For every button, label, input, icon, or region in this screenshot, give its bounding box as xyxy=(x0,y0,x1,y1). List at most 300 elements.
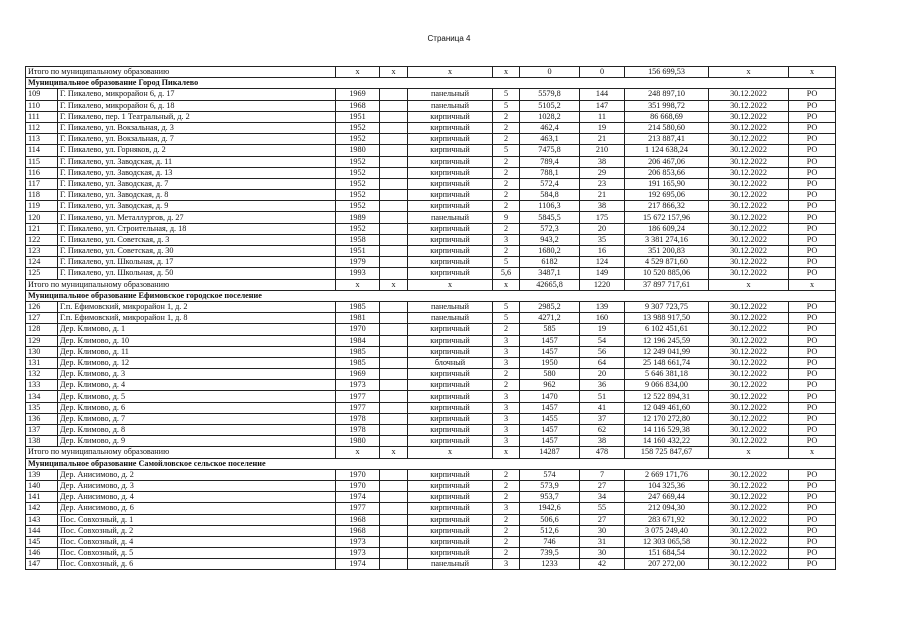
cell-area: 584,8 xyxy=(520,190,580,201)
cell-year: 1985 xyxy=(336,301,380,312)
table-row xyxy=(26,514,836,525)
cell-address: Г.п. Ефимовский, микрорайон 1, д. 8 xyxy=(58,313,336,324)
cell-date: 30.12.2022 xyxy=(709,122,789,133)
cell-number: 136 xyxy=(26,413,58,424)
cell-material: кирпичный xyxy=(408,223,493,234)
cell-address: Дер. Анисимово, д. 6 xyxy=(58,503,336,514)
cell-year: 1951 xyxy=(336,111,380,122)
cell-date: 30.12.2022 xyxy=(709,167,789,178)
cell-residents: 31 xyxy=(580,536,625,547)
cell-number: 128 xyxy=(26,324,58,335)
table-row xyxy=(26,201,836,212)
cell-year: 1980 xyxy=(336,145,380,156)
cell-material: кирпичный xyxy=(408,257,493,268)
cell-floors: 5 xyxy=(493,145,520,156)
cell-method: РО xyxy=(789,335,836,346)
cell-floors: 2 xyxy=(493,178,520,189)
cell-residents: 30 xyxy=(580,548,625,559)
cell-cost: 12 049 461,60 xyxy=(625,402,709,413)
cell-number: 131 xyxy=(26,357,58,368)
cell-residents: 1220 xyxy=(580,279,625,290)
cell-material: кирпичный xyxy=(408,492,493,503)
cell-material: кирпичный xyxy=(408,134,493,145)
cell-date: 30.12.2022 xyxy=(709,145,789,156)
cell-material: кирпичный xyxy=(408,178,493,189)
cell-address: Г. Пикалево, ул. Школьная, д. 50 xyxy=(58,268,336,279)
cell-date: 30.12.2022 xyxy=(709,156,789,167)
cell-year: 1980 xyxy=(336,436,380,447)
cell-residents: 160 xyxy=(580,313,625,324)
cell-address: Г. Пикалево, ул. Заводская, д. 8 xyxy=(58,190,336,201)
cell-material: панельный xyxy=(408,100,493,111)
cell-col4 xyxy=(380,223,408,234)
cell-method: РО xyxy=(789,548,836,559)
cell-year: 1952 xyxy=(336,134,380,145)
cell-col4: x xyxy=(380,447,408,458)
cell-year: 1969 xyxy=(336,89,380,100)
cell-col4 xyxy=(380,111,408,122)
cell-number: 140 xyxy=(26,480,58,491)
cell-year: 1952 xyxy=(336,167,380,178)
cell-method: РО xyxy=(789,246,836,257)
cell-cost: 151 684,54 xyxy=(625,548,709,559)
cell-address: Г. Пикалево, микрорайон 6, д. 18 xyxy=(58,100,336,111)
cell-floors: 2 xyxy=(493,380,520,391)
cell-residents: 7 xyxy=(580,469,625,480)
cell-col4 xyxy=(380,480,408,491)
cell-number: 133 xyxy=(26,380,58,391)
table-row xyxy=(26,469,836,480)
cell-area: 746 xyxy=(520,536,580,547)
cell-material: кирпичный xyxy=(408,380,493,391)
cell-material: кирпичный xyxy=(408,425,493,436)
cell-method: x xyxy=(789,67,836,78)
cell-cost: 156 699,53 xyxy=(625,67,709,78)
table-row xyxy=(26,480,836,491)
cell-area: 506,6 xyxy=(520,514,580,525)
cell-address: Г. Пикалево, ул. Заводская, д. 9 xyxy=(58,201,336,212)
cell-number: 146 xyxy=(26,548,58,559)
cell-floors: 2 xyxy=(493,525,520,536)
cell-col4 xyxy=(380,100,408,111)
cell-floors: 2 xyxy=(493,156,520,167)
cell-residents: 55 xyxy=(580,503,625,514)
cell-material: кирпичный xyxy=(408,480,493,491)
cell-date: 30.12.2022 xyxy=(709,480,789,491)
cell-method: РО xyxy=(789,178,836,189)
cell-number: 125 xyxy=(26,268,58,279)
cell-residents: 124 xyxy=(580,257,625,268)
table-row xyxy=(26,212,836,223)
cell-area: 1457 xyxy=(520,402,580,413)
cell-cost: 206 853,66 xyxy=(625,167,709,178)
cell-address: Пос. Совхозный, д. 2 xyxy=(58,525,336,536)
cell-floors: 3 xyxy=(493,436,520,447)
cell-year: 1985 xyxy=(336,357,380,368)
cell-number: 141 xyxy=(26,492,58,503)
cell-col4 xyxy=(380,167,408,178)
cell-col4 xyxy=(380,201,408,212)
cell-cost: 207 272,00 xyxy=(625,559,709,570)
cell-floors: 5 xyxy=(493,301,520,312)
cell-residents: 38 xyxy=(580,436,625,447)
cell-residents: 210 xyxy=(580,145,625,156)
cell-floors: 5 xyxy=(493,257,520,268)
cell-floors: x xyxy=(493,447,520,458)
cell-residents: 37 xyxy=(580,413,625,424)
cell-residents: 175 xyxy=(580,212,625,223)
cell-method: РО xyxy=(789,212,836,223)
subtotal-label: Итого по муниципальному образованию xyxy=(26,67,336,78)
cell-area: 580 xyxy=(520,369,580,380)
cell-method: РО xyxy=(789,156,836,167)
cell-floors: 2 xyxy=(493,190,520,201)
cell-area: 574 xyxy=(520,469,580,480)
cell-method: РО xyxy=(789,402,836,413)
table-row xyxy=(26,525,836,536)
cell-year: 1974 xyxy=(336,492,380,503)
cell-date: 30.12.2022 xyxy=(709,234,789,245)
section-header-row xyxy=(26,78,836,89)
cell-col4 xyxy=(380,301,408,312)
cell-col4: x xyxy=(380,279,408,290)
cell-cost: 191 165,90 xyxy=(625,178,709,189)
cell-col4 xyxy=(380,178,408,189)
cell-cost: 283 671,92 xyxy=(625,514,709,525)
cell-area: 788,1 xyxy=(520,167,580,178)
cell-floors: 2 xyxy=(493,369,520,380)
cell-address: Г. Пикалево, микрорайон 6, д. 17 xyxy=(58,89,336,100)
cell-area: 1457 xyxy=(520,436,580,447)
cell-address: Дер. Климово, д. 8 xyxy=(58,425,336,436)
cell-date: 30.12.2022 xyxy=(709,324,789,335)
cell-year: 1977 xyxy=(336,402,380,413)
cell-cost: 213 887,41 xyxy=(625,134,709,145)
cell-col4 xyxy=(380,268,408,279)
table-row xyxy=(26,324,836,335)
cell-area: 572,4 xyxy=(520,178,580,189)
cell-residents: 29 xyxy=(580,167,625,178)
cell-area: 512,6 xyxy=(520,525,580,536)
cell-number: 143 xyxy=(26,514,58,525)
cell-area: 573,9 xyxy=(520,480,580,491)
table-row xyxy=(26,178,836,189)
cell-floors: x xyxy=(493,279,520,290)
cell-cost: 212 094,30 xyxy=(625,503,709,514)
cell-date: 30.12.2022 xyxy=(709,301,789,312)
table-row xyxy=(26,425,836,436)
cell-year: 1993 xyxy=(336,268,380,279)
housing-registry-table xyxy=(25,66,836,570)
cell-year: 1968 xyxy=(336,525,380,536)
cell-year: 1973 xyxy=(336,548,380,559)
cell-area: 585 xyxy=(520,324,580,335)
cell-method: x xyxy=(789,279,836,290)
cell-floors: 3 xyxy=(493,335,520,346)
table-row xyxy=(26,380,836,391)
cell-area: 1950 xyxy=(520,357,580,368)
cell-floors: 2 xyxy=(493,548,520,559)
cell-area: 5579,8 xyxy=(520,89,580,100)
cell-date: x xyxy=(709,67,789,78)
cell-area: 739,5 xyxy=(520,548,580,559)
cell-number: 110 xyxy=(26,100,58,111)
cell-date: 30.12.2022 xyxy=(709,313,789,324)
cell-date: 30.12.2022 xyxy=(709,346,789,357)
cell-date: 30.12.2022 xyxy=(709,503,789,514)
cell-material: кирпичный xyxy=(408,335,493,346)
cell-col4 xyxy=(380,548,408,559)
cell-area: 14287 xyxy=(520,447,580,458)
table-row xyxy=(26,257,836,268)
cell-method: РО xyxy=(789,145,836,156)
cell-number: 111 xyxy=(26,111,58,122)
cell-col4 xyxy=(380,369,408,380)
cell-cost: 6 102 451,61 xyxy=(625,324,709,335)
cell-floors: 2 xyxy=(493,201,520,212)
cell-method: РО xyxy=(789,469,836,480)
cell-residents: 21 xyxy=(580,190,625,201)
cell-address: Г. Пикалево, ул. Вокзальная, д. 3 xyxy=(58,122,336,133)
cell-method: РО xyxy=(789,425,836,436)
cell-number: 145 xyxy=(26,536,58,547)
cell-area: 1233 xyxy=(520,559,580,570)
cell-method: x xyxy=(789,447,836,458)
cell-address: Г. Пикалево, ул. Заводская, д. 11 xyxy=(58,156,336,167)
cell-cost: 14 116 529,38 xyxy=(625,425,709,436)
cell-residents: 42 xyxy=(580,559,625,570)
cell-residents: 64 xyxy=(580,357,625,368)
table-row xyxy=(26,89,836,100)
cell-residents: 56 xyxy=(580,346,625,357)
cell-date: 30.12.2022 xyxy=(709,436,789,447)
cell-area: 943,2 xyxy=(520,234,580,245)
cell-year: 1981 xyxy=(336,313,380,324)
cell-method: РО xyxy=(789,436,836,447)
cell-number: 127 xyxy=(26,313,58,324)
cell-address: Дер. Климово, д. 7 xyxy=(58,413,336,424)
cell-year: 1989 xyxy=(336,212,380,223)
cell-number: 135 xyxy=(26,402,58,413)
cell-residents: 54 xyxy=(580,335,625,346)
cell-residents: 20 xyxy=(580,369,625,380)
cell-area: 572,3 xyxy=(520,223,580,234)
cell-cost: 1 124 638,24 xyxy=(625,145,709,156)
cell-number: 138 xyxy=(26,436,58,447)
cell-area: 463,1 xyxy=(520,134,580,145)
cell-address: Г. Пикалево, пер. 1 Театральный, д. 2 xyxy=(58,111,336,122)
table-row xyxy=(26,145,836,156)
cell-address: Дер. Анисимово, д. 3 xyxy=(58,480,336,491)
cell-area: 2985,2 xyxy=(520,301,580,312)
cell-method: РО xyxy=(789,190,836,201)
subtotal-label: Итого по муниципальному образованию xyxy=(26,447,336,458)
cell-floors: 3 xyxy=(493,402,520,413)
cell-address: Дер. Климово, д. 10 xyxy=(58,335,336,346)
cell-cost: 12 196 245,59 xyxy=(625,335,709,346)
cell-col4 xyxy=(380,122,408,133)
cell-address: Г. Пикалево, ул. Советская, д. 3 xyxy=(58,234,336,245)
cell-material: x xyxy=(408,279,493,290)
cell-number: 115 xyxy=(26,156,58,167)
cell-material: x xyxy=(408,447,493,458)
cell-date: 30.12.2022 xyxy=(709,559,789,570)
cell-method: РО xyxy=(789,391,836,402)
cell-year: 1974 xyxy=(336,559,380,570)
cell-method: РО xyxy=(789,234,836,245)
cell-date: 30.12.2022 xyxy=(709,134,789,145)
cell-date: 30.12.2022 xyxy=(709,425,789,436)
section-header-row xyxy=(26,290,836,301)
subtotal-row xyxy=(26,447,836,458)
cell-col4 xyxy=(380,257,408,268)
cell-year: 1958 xyxy=(336,234,380,245)
cell-residents: 23 xyxy=(580,178,625,189)
cell-material: панельный xyxy=(408,301,493,312)
table-row xyxy=(26,167,836,178)
table-row xyxy=(26,156,836,167)
cell-material: кирпичный xyxy=(408,469,493,480)
cell-cost: 186 609,24 xyxy=(625,223,709,234)
cell-residents: 20 xyxy=(580,223,625,234)
cell-material: блочный xyxy=(408,357,493,368)
cell-col4 xyxy=(380,492,408,503)
cell-date: 30.12.2022 xyxy=(709,548,789,559)
cell-method: РО xyxy=(789,167,836,178)
table-row xyxy=(26,301,836,312)
cell-method: РО xyxy=(789,413,836,424)
cell-residents: 16 xyxy=(580,246,625,257)
section-title: Муниципальное образование Город Пикалево xyxy=(26,78,836,89)
cell-col4 xyxy=(380,134,408,145)
cell-address: Дер. Анисимово, д. 4 xyxy=(58,492,336,503)
cell-floors: 5,6 xyxy=(493,268,520,279)
cell-year: x xyxy=(336,279,380,290)
cell-area: 789,4 xyxy=(520,156,580,167)
cell-cost: 15 672 157,96 xyxy=(625,212,709,223)
cell-date: 30.12.2022 xyxy=(709,190,789,201)
cell-year: x xyxy=(336,447,380,458)
cell-area: 1106,3 xyxy=(520,201,580,212)
cell-col4 xyxy=(380,391,408,402)
cell-area: 1457 xyxy=(520,335,580,346)
cell-col4 xyxy=(380,313,408,324)
cell-date: 30.12.2022 xyxy=(709,413,789,424)
cell-area: 1457 xyxy=(520,425,580,436)
cell-number: 126 xyxy=(26,301,58,312)
cell-residents: 62 xyxy=(580,425,625,436)
cell-residents: 34 xyxy=(580,492,625,503)
cell-number: 119 xyxy=(26,201,58,212)
cell-col4 xyxy=(380,346,408,357)
cell-residents: 19 xyxy=(580,122,625,133)
cell-method: РО xyxy=(789,100,836,111)
cell-number: 142 xyxy=(26,503,58,514)
cell-floors: 5 xyxy=(493,89,520,100)
cell-method: РО xyxy=(789,313,836,324)
cell-date: x xyxy=(709,279,789,290)
cell-floors: 3 xyxy=(493,391,520,402)
cell-number: 139 xyxy=(26,469,58,480)
cell-floors: 3 xyxy=(493,559,520,570)
cell-floors: x xyxy=(493,67,520,78)
cell-floors: 2 xyxy=(493,480,520,491)
cell-area: 7475,8 xyxy=(520,145,580,156)
cell-year: 1952 xyxy=(336,156,380,167)
cell-address: Пос. Совхозный, д. 1 xyxy=(58,514,336,525)
cell-floors: 2 xyxy=(493,469,520,480)
cell-method: РО xyxy=(789,346,836,357)
cell-year: 1970 xyxy=(336,480,380,491)
cell-material: кирпичный xyxy=(408,145,493,156)
cell-year: 1951 xyxy=(336,246,380,257)
cell-address: Дер. Климово, д. 3 xyxy=(58,369,336,380)
cell-residents: 478 xyxy=(580,447,625,458)
table-row xyxy=(26,313,836,324)
cell-material: кирпичный xyxy=(408,525,493,536)
cell-cost: 351 998,72 xyxy=(625,100,709,111)
section-title: Муниципальное образование Ефимовское городское поселение xyxy=(26,290,836,301)
cell-address: Дер. Климово, д. 1 xyxy=(58,324,336,335)
table-row xyxy=(26,246,836,257)
page-header: Страница 4 xyxy=(427,34,471,43)
cell-address: Г. Пикалево, ул. Школьная, д. 17 xyxy=(58,257,336,268)
cell-cost: 37 897 717,61 xyxy=(625,279,709,290)
cell-date: 30.12.2022 xyxy=(709,391,789,402)
cell-date: 30.12.2022 xyxy=(709,212,789,223)
cell-material: кирпичный xyxy=(408,167,493,178)
cell-col4 xyxy=(380,145,408,156)
cell-method: РО xyxy=(789,324,836,335)
cell-floors: 5 xyxy=(493,313,520,324)
cell-number: 123 xyxy=(26,246,58,257)
cell-residents: 139 xyxy=(580,301,625,312)
table-row xyxy=(26,223,836,234)
cell-area: 962 xyxy=(520,380,580,391)
cell-address: Г. Пикалево, ул. Металлургов, д. 27 xyxy=(58,212,336,223)
cell-cost: 86 668,69 xyxy=(625,111,709,122)
cell-col4 xyxy=(380,212,408,223)
cell-method: РО xyxy=(789,122,836,133)
cell-method: РО xyxy=(789,514,836,525)
cell-address: Г. Пикалево, ул. Горняков, д. 2 xyxy=(58,145,336,156)
cell-cost: 25 148 661,74 xyxy=(625,357,709,368)
cell-address: Г. Пикалево, ул. Строительная, д. 18 xyxy=(58,223,336,234)
cell-area: 1455 xyxy=(520,413,580,424)
cell-area: 1470 xyxy=(520,391,580,402)
subtotal-row xyxy=(26,279,836,290)
cell-number: 124 xyxy=(26,257,58,268)
table-row xyxy=(26,548,836,559)
table-body xyxy=(26,67,836,570)
cell-floors: 2 xyxy=(493,223,520,234)
cell-material: кирпичный xyxy=(408,246,493,257)
cell-year: 1952 xyxy=(336,201,380,212)
cell-area: 5845,5 xyxy=(520,212,580,223)
cell-col4 xyxy=(380,357,408,368)
cell-date: 30.12.2022 xyxy=(709,268,789,279)
cell-floors: 9 xyxy=(493,212,520,223)
cell-address: Дер. Климово, д. 4 xyxy=(58,380,336,391)
cell-year: 1977 xyxy=(336,503,380,514)
cell-year: 1985 xyxy=(336,346,380,357)
cell-cost: 206 467,06 xyxy=(625,156,709,167)
cell-date: 30.12.2022 xyxy=(709,492,789,503)
cell-year: 1952 xyxy=(336,178,380,189)
cell-method: РО xyxy=(789,536,836,547)
cell-col4 xyxy=(380,234,408,245)
cell-col4: x xyxy=(380,67,408,78)
